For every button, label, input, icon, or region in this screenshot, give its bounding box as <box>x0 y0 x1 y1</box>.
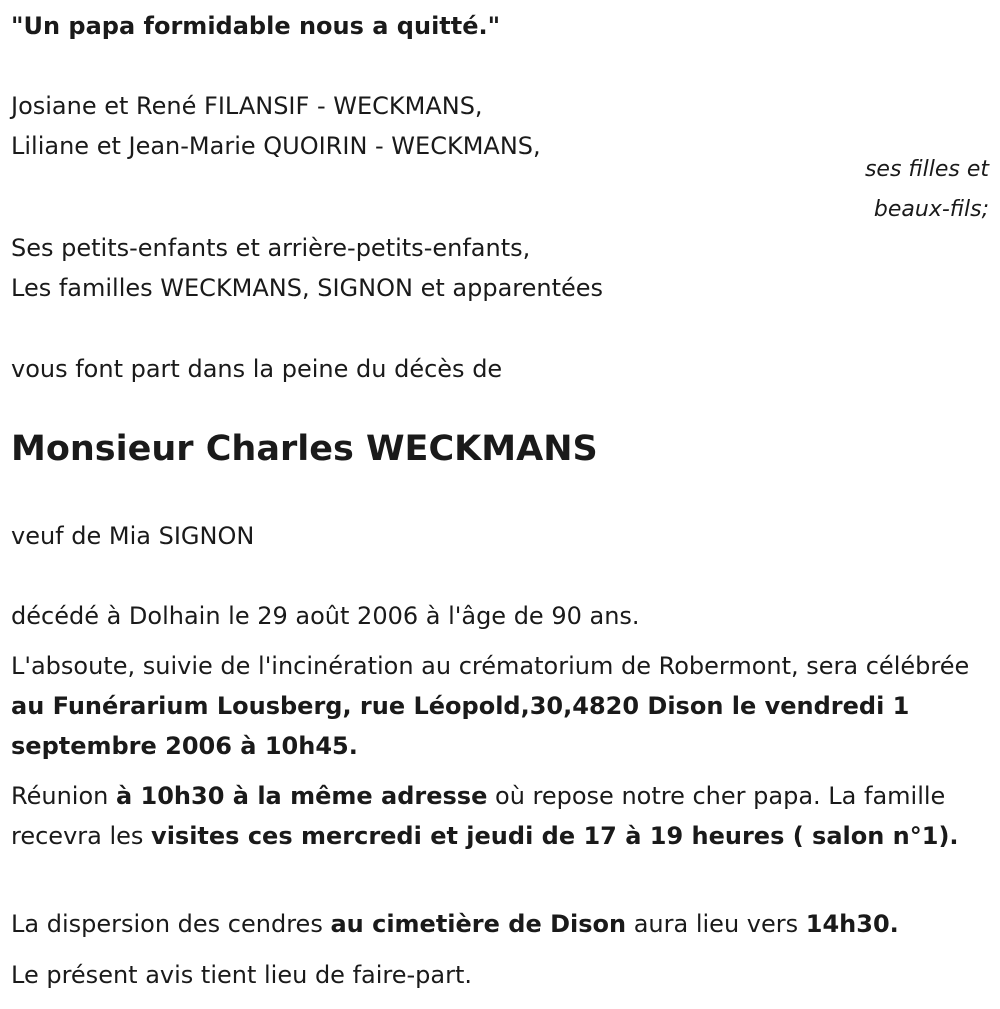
intro-text: vous font part dans la peine du décès de <box>11 355 503 383</box>
ceremony-location: au Funérarium Lousberg, rue Léopold,30,4820 Dison le vendredi 1 septembre 2006 à 10h45. <box>11 692 910 760</box>
visits-info: visites ces mercredi et jeudi de 17 à 19 heures ( salon n°1). <box>151 822 959 850</box>
ashes-location: au cimetière de Dison <box>330 910 627 938</box>
meeting-time: à 10h30 à la même adresse <box>115 782 488 810</box>
meeting-text-1: Réunion <box>11 782 116 810</box>
family-relation-line-2: beaux-fils; <box>873 197 989 222</box>
widow-of: veuf de Mia SIGNON <box>11 522 255 550</box>
ceremony-paragraph <box>11 646 981 766</box>
ceremony-text: L'absoute, suivie de l'incinération au crématorium de Robermont, sera célébrée <box>11 652 970 680</box>
family-line-4: Les familles WECKMANS, SIGNON et apparentées <box>11 274 604 302</box>
ashes-text-1: La dispersion des cendres <box>11 910 331 938</box>
family-line-3: Ses petits-enfants et arrière-petits-enfants, <box>11 234 531 262</box>
meeting-paragraph <box>11 776 981 856</box>
death-info: décédé à Dolhain le 29 août 2006 à l'âge de 90 ans. <box>11 602 640 630</box>
ashes-paragraph <box>11 904 981 944</box>
quote-heading: "Un papa formidable nous a quitté." <box>11 12 501 40</box>
meeting-text-2: où repose notre cher papa. La famille recevra les <box>11 782 946 850</box>
family-line-2: Liliane et Jean-Marie QUOIRIN - WECKMANS, <box>11 132 541 160</box>
ashes-time: 14h30. <box>805 910 899 938</box>
notice-text: Le présent avis tient lieu de faire-part. <box>11 961 473 989</box>
ashes-text-2: aura lieu vers <box>626 910 806 938</box>
family-line-1: Josiane et René FILANSIF - WECKMANS, <box>11 92 483 120</box>
deceased-name: Monsieur Charles WECKMANS <box>11 429 598 469</box>
family-relation-line-1: ses filles et <box>864 157 989 182</box>
